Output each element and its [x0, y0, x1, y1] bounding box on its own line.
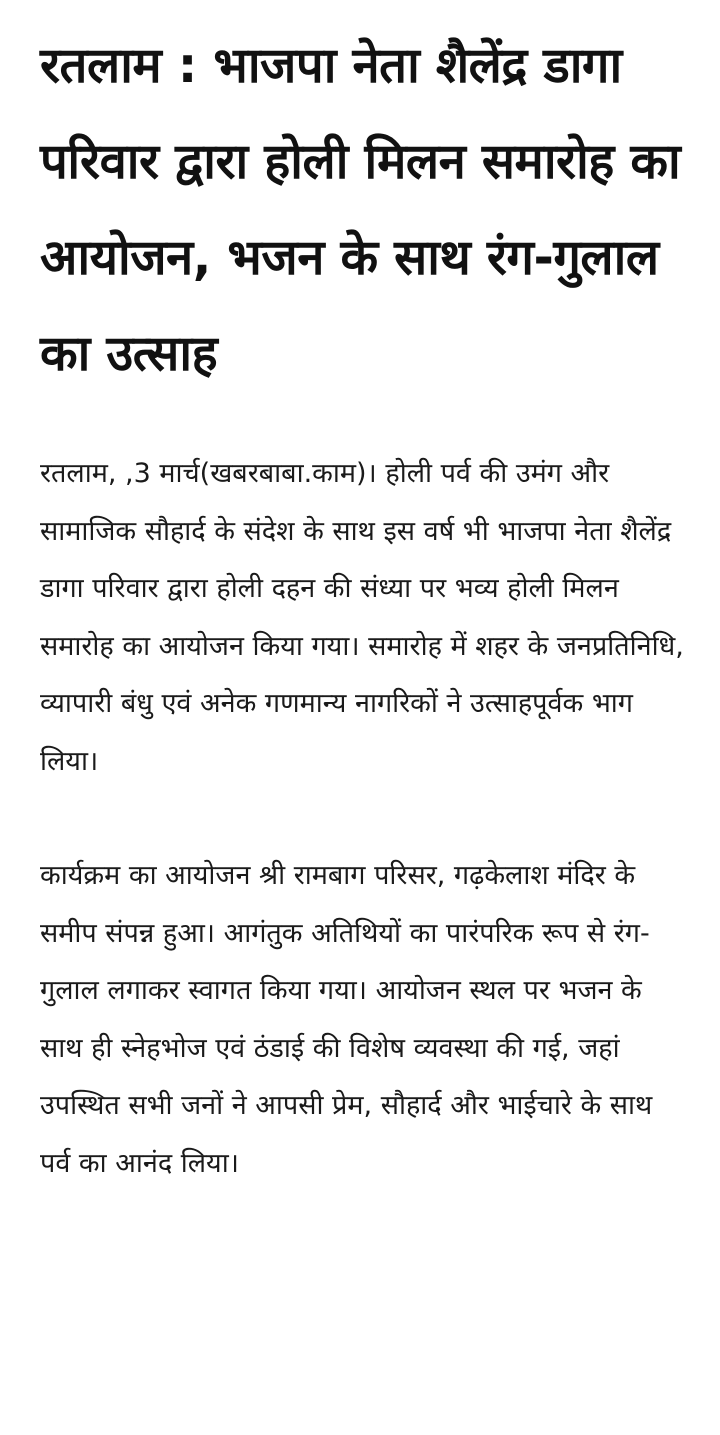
article-paragraph-2: कार्यक्रम का आयोजन श्री रामबाग परिसर, गढ़केलाश मंदिर के समीप संपन्न हुआ। आगंतुक अतिथियों का पारंपरिक रूप से रंग-गुलाल लगाकर स्वागत किया गया। आयोजन स्थल पर भजन के साथ ही स्नेहभोज एवं ठंडाई की विशेष व्यवस्था की गई, जहां उपस्थित सभी जनों ने आपसी प्रेम, सौहार्द और भाईचारे के साथ पर्व का आनंद लिया। — [40, 860, 653, 1179]
article-headline: रतलाम : भाजपा नेता शैलेंद्र डागा परिवार द्वारा होली मिलन समारोह का आयोजन, भजन के साथ रंग-गुलाल का उत्साह — [40, 37, 681, 382]
article-paragraph-1: रतलाम, ,3 मार्च(खबरबाबा.काम)। होली पर्व की उमंग और सामाजिक सौहार्द के संदेश के साथ इस वर्ष भी भाजपा नेता शैलेंद्र डागा परिवार द्वारा होली दहन की संध्या पर भव्य होली मिलन समारोह का आयोजन किया गया। समारोह में शहर के जनप्रतिनिधि, व्यापारी बंधु एवं अनेक गणमान्य नागरिकों ने उत्साहपूर्वक भाग लिया। — [40, 458, 684, 777]
news-article — [40, 18, 690, 1192]
